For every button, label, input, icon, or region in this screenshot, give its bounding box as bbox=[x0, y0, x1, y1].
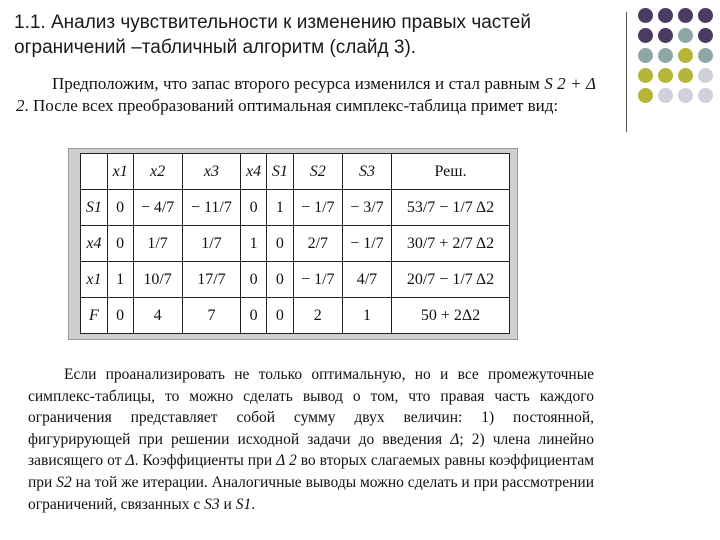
table-header-row bbox=[81, 154, 510, 190]
value-cell: 17/7 bbox=[182, 262, 241, 298]
value-cell: 0 bbox=[107, 298, 133, 334]
decor-dot bbox=[698, 88, 713, 103]
value-cell: 0 bbox=[241, 298, 267, 334]
conclusion-text-5: на той же итерации. Аналогичные выводы можно сделать и при рассмотрении ограничений, связанных с bbox=[28, 473, 595, 513]
decor-dot bbox=[698, 8, 713, 23]
decor-dot bbox=[658, 68, 673, 83]
conclusion-text-4: во вторых слагаемых равны коэффициентам при bbox=[28, 452, 595, 491]
table-row bbox=[81, 262, 510, 298]
decor-dot bbox=[678, 8, 693, 23]
value-cell: 2/7 bbox=[293, 226, 342, 262]
conclusion-text-6: и bbox=[223, 495, 232, 513]
conclusion-text-7: . bbox=[251, 495, 256, 513]
intro-text-a: Предположим, что запас второго ресурса изменился и стал равным bbox=[52, 74, 540, 93]
value-cell: 0 bbox=[266, 262, 293, 298]
intro-math: S 2 + Δ 2 bbox=[16, 74, 597, 115]
decor-dot bbox=[678, 68, 693, 83]
decor-dot bbox=[678, 48, 693, 63]
basis-cell: x4 bbox=[81, 226, 108, 262]
decor-dot bbox=[698, 68, 713, 83]
value-cell: 0 bbox=[266, 298, 293, 334]
value-cell: − 4/7 bbox=[133, 190, 182, 226]
conclusion-text-2: ; 2) члена линейно зависящего от bbox=[28, 430, 595, 470]
conclusion-text-3: . Коэффициенты при bbox=[134, 452, 273, 470]
value-cell: 4 bbox=[133, 298, 182, 334]
header-cell: S1 bbox=[266, 154, 293, 190]
value-cell: 0 bbox=[266, 226, 293, 262]
value-cell: 1 bbox=[107, 262, 133, 298]
table-row bbox=[81, 226, 510, 262]
value-cell: − 3/7 bbox=[342, 190, 391, 226]
value-cell: − 1/7 bbox=[293, 190, 342, 226]
value-cell: 4/7 bbox=[342, 262, 391, 298]
solution-cell: 53/7 − 1/7 Δ2 bbox=[392, 190, 510, 226]
value-cell: − 1/7 bbox=[342, 226, 391, 262]
value-cell: 1 bbox=[342, 298, 391, 334]
decor-dot bbox=[658, 28, 673, 43]
header-cell: S2 bbox=[293, 154, 342, 190]
solution-cell: 30/7 + 2/7 Δ2 bbox=[392, 226, 510, 262]
decor-dot bbox=[698, 28, 713, 43]
simplex-table bbox=[80, 153, 510, 334]
solution-cell: 50 + 2Δ2 bbox=[392, 298, 510, 334]
header-cell: x2 bbox=[133, 154, 182, 190]
conclusion-math-5: S3 bbox=[204, 495, 220, 513]
value-cell: 1/7 bbox=[133, 226, 182, 262]
value-cell: 1/7 bbox=[182, 226, 241, 262]
decor-dot bbox=[678, 88, 693, 103]
header-cell: Реш. bbox=[392, 154, 510, 190]
value-cell: 1 bbox=[241, 226, 267, 262]
decor-dot bbox=[658, 8, 673, 23]
intro-text-b: . После всех преобразований оптимальная симплекс-таблица примет вид: bbox=[24, 96, 559, 115]
value-cell: 2 bbox=[293, 298, 342, 334]
decorative-dot-grid bbox=[638, 8, 715, 105]
decor-dot bbox=[638, 8, 653, 23]
header-cell: x3 bbox=[182, 154, 241, 190]
decor-dot bbox=[638, 68, 653, 83]
value-cell: 0 bbox=[241, 190, 267, 226]
header-cell: x1 bbox=[107, 154, 133, 190]
conclusion-math-3: Δ 2 bbox=[276, 452, 297, 470]
conclusion-math-1: Δ bbox=[450, 430, 460, 448]
header-cell: x4 bbox=[241, 154, 267, 190]
header-cell: S3 bbox=[342, 154, 391, 190]
decor-dot bbox=[638, 28, 653, 43]
conclusion-math-4: S2 bbox=[56, 473, 72, 491]
decor-dot bbox=[678, 28, 693, 43]
value-cell: 1 bbox=[266, 190, 293, 226]
conclusion-math-6: S1 bbox=[235, 495, 252, 513]
solution-cell: 20/7 − 1/7 Δ2 bbox=[392, 262, 510, 298]
intro-paragraph bbox=[16, 73, 596, 117]
header-cell bbox=[81, 154, 108, 190]
value-cell: 7 bbox=[182, 298, 241, 334]
value-cell: 0 bbox=[241, 262, 267, 298]
value-cell: − 1/7 bbox=[293, 262, 342, 298]
decor-dot bbox=[658, 48, 673, 63]
conclusion-math-2: Δ bbox=[125, 452, 135, 470]
conclusion-paragraph bbox=[28, 364, 594, 515]
value-cell: − 11/7 bbox=[182, 190, 241, 226]
basis-cell: x1 bbox=[81, 262, 108, 298]
decor-dot bbox=[638, 88, 653, 103]
value-cell: 0 bbox=[107, 190, 133, 226]
slide-title: 1.1. Анализ чувствительности к изменению правых частей ограничений –табличный алгоритм (слайд 3). bbox=[14, 12, 531, 58]
table-row bbox=[81, 190, 510, 226]
decor-dot bbox=[638, 48, 653, 63]
conclusion-text-1: Если проанализировать не только оптимальную, но и все промежуточные симплекс-таблицы, то можно сделать вывод о том, что правая часть каждого ограничения представляет собой сумму двух величин: 1) постоянной, фигурирующей при решении исходной задачи до введения bbox=[28, 366, 594, 448]
decor-dot bbox=[698, 48, 713, 63]
value-cell: 10/7 bbox=[133, 262, 182, 298]
title-divider bbox=[626, 12, 627, 132]
decor-dot bbox=[658, 88, 673, 103]
table-row bbox=[81, 298, 510, 334]
value-cell: 0 bbox=[107, 226, 133, 262]
basis-cell: F bbox=[81, 298, 108, 334]
basis-cell: S1 bbox=[81, 190, 108, 226]
